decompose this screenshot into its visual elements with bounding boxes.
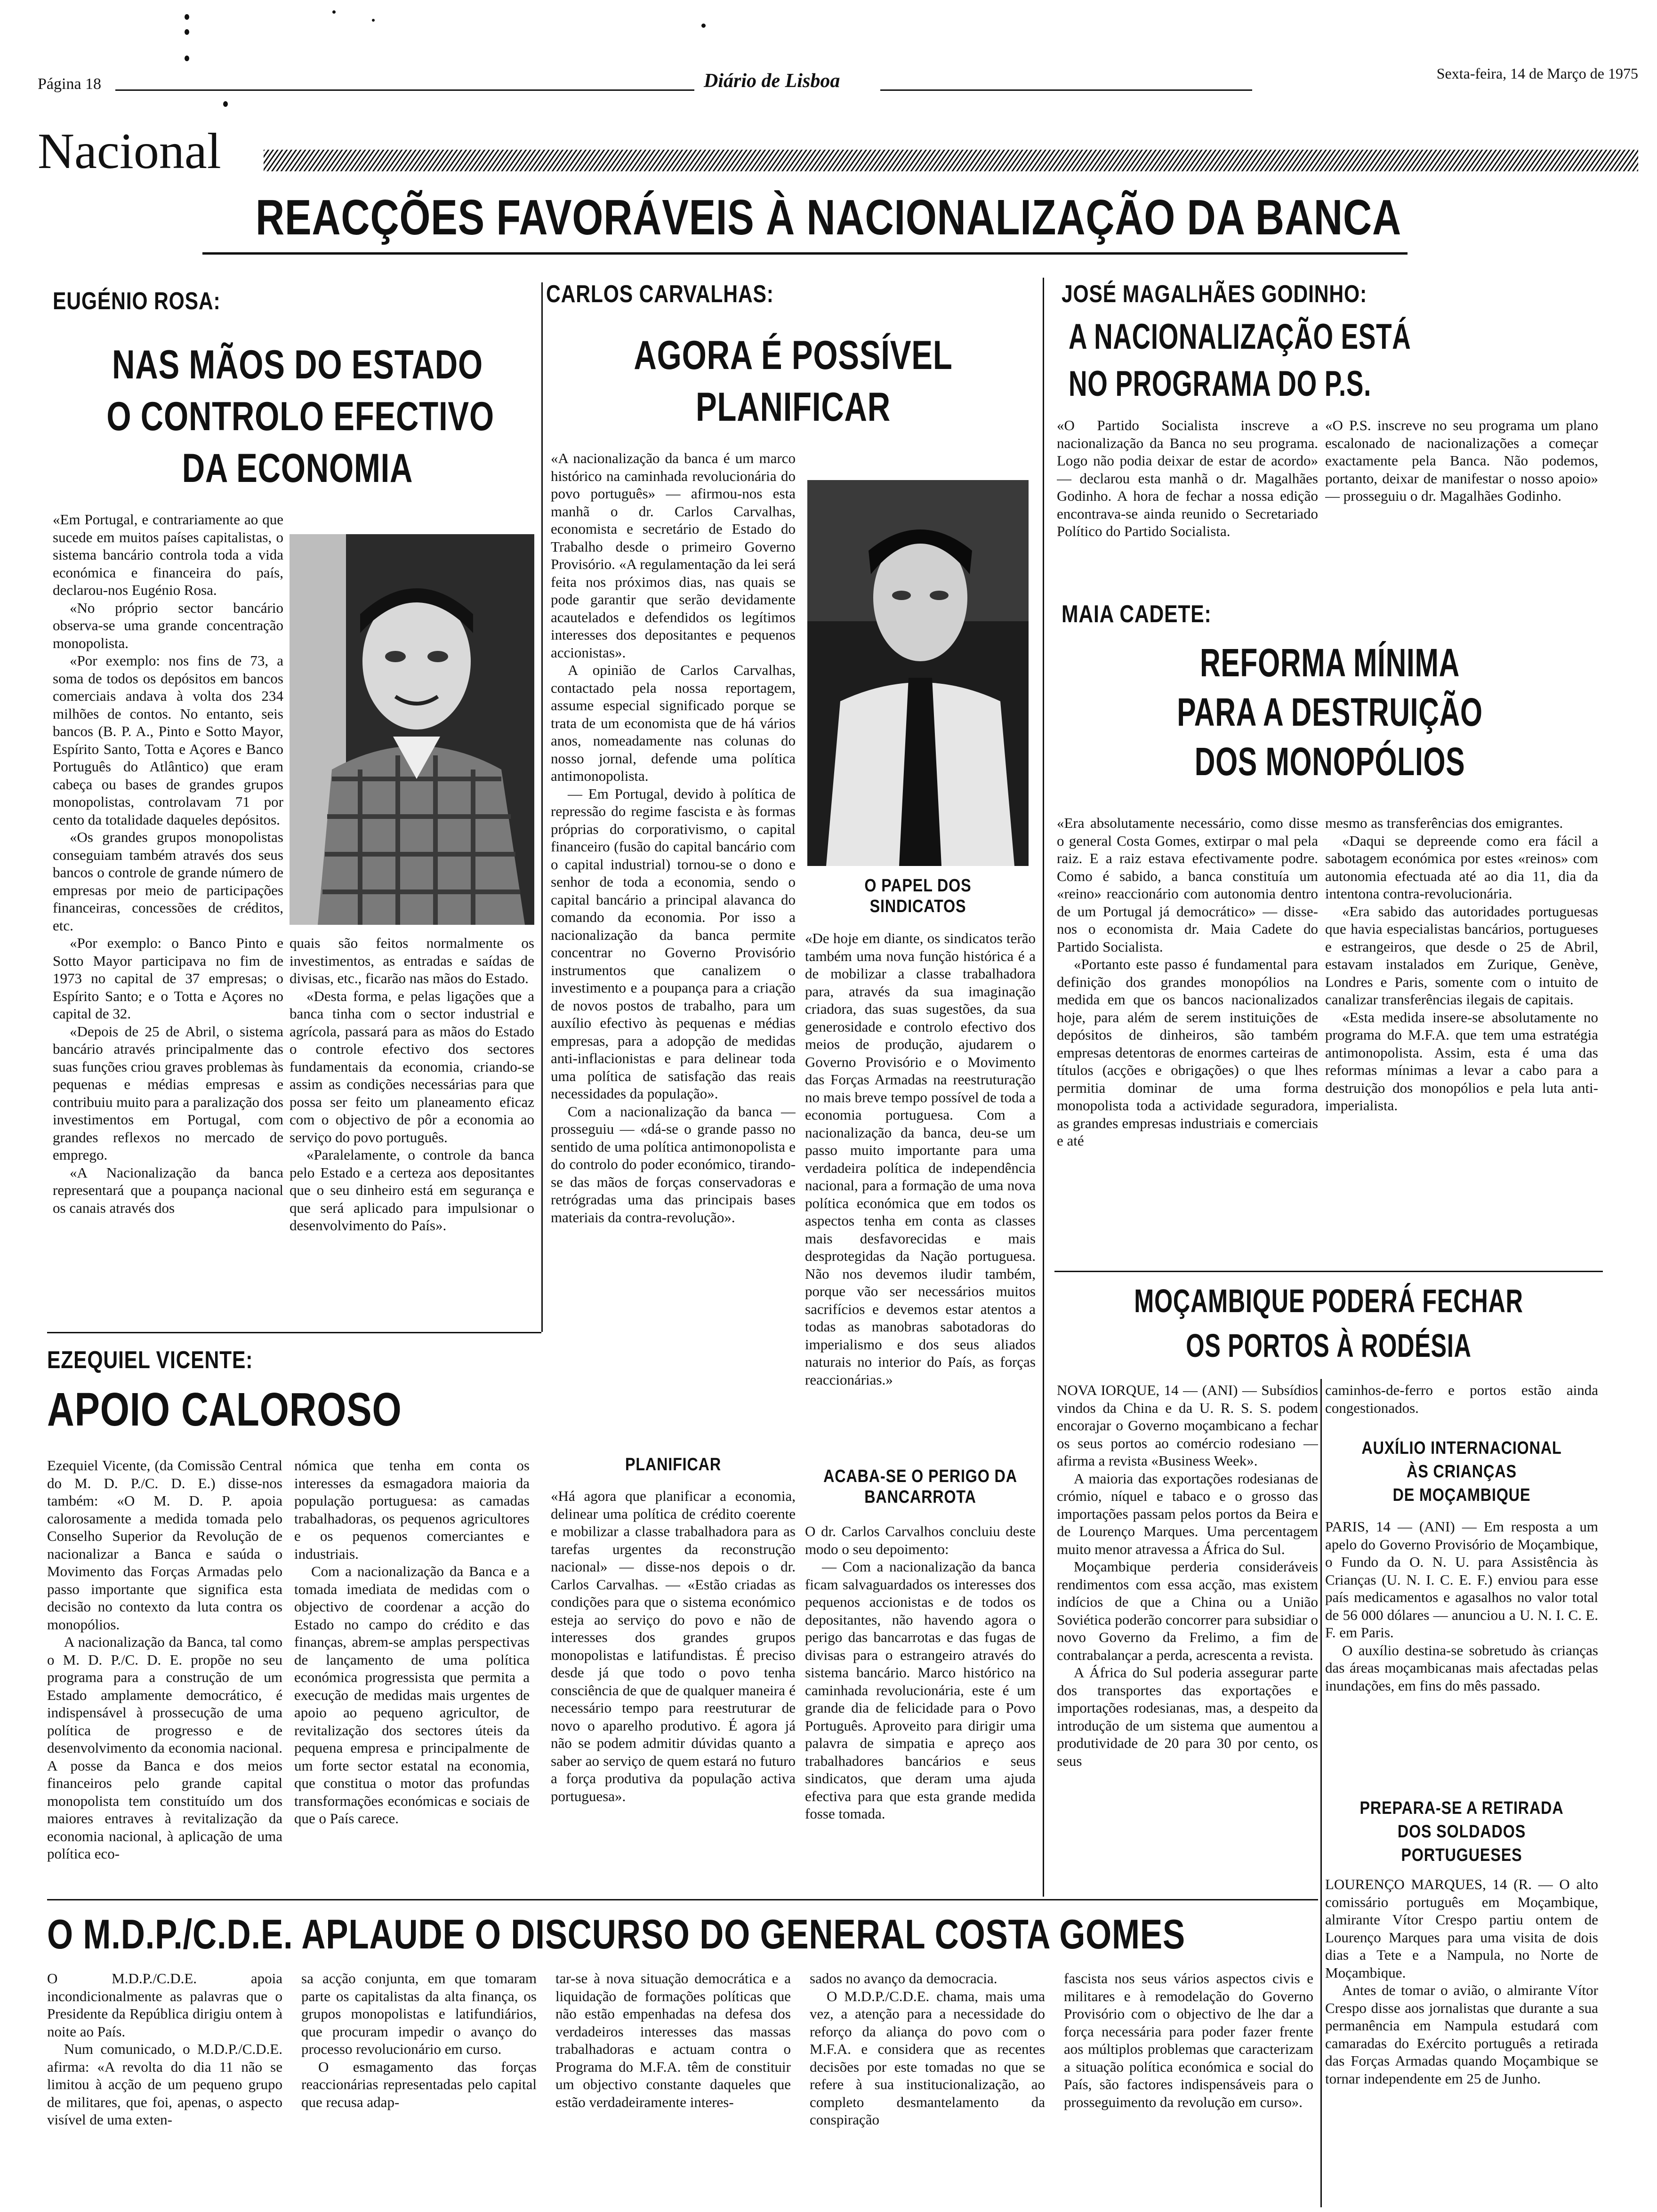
section-divider bbox=[1054, 1271, 1603, 1272]
print-speck bbox=[185, 56, 189, 61]
carvalhas-byline: CARLOS CARVALHAS: bbox=[546, 281, 774, 308]
paragraph: A África do Sul poderia assegurar parte dos transportes das exportações e importações rodesianas, mas, a despeito da introdução de um sistema que aumentou a produtividade de 20 para 30 por cento, os seus bbox=[1057, 1664, 1318, 1769]
mocambique-column-2 bbox=[1325, 1381, 1598, 1419]
godinho-column-1 bbox=[1057, 417, 1318, 614]
section-divider bbox=[47, 1899, 1318, 1900]
godinho-column-2 bbox=[1325, 417, 1598, 614]
godinho-byline: JOSÉ MAGALHÃES GODINHO: bbox=[1062, 281, 1367, 308]
masthead-rule-left bbox=[115, 89, 694, 91]
column-divider bbox=[1320, 1379, 1322, 2207]
rosa-title-line-2: O CONTROLO EFECTIVO bbox=[106, 394, 494, 439]
paragraph: «No próprio sector bancário observa-se uma grande concentração monopolista. bbox=[53, 599, 283, 651]
paragraph: tar-se à nova situação democrática e a liquidação de formações políticas que não estão empenhadas na defesa dos verdadeiros interesses das massas trabalhadoras e actuam contra o Programa do M.F.A. têm de constituir um objectivo constante daqueles que estão verdadeiramente interes- bbox=[555, 1970, 791, 2110]
carvalhas-portrait-photo bbox=[807, 480, 1029, 866]
main-headline-underline bbox=[202, 252, 1408, 255]
mdp-column-5 bbox=[1064, 1970, 1313, 2205]
paragraph: Com a nacionalização da Banca e a tomada imediata de medidas com o objectivo de coordenar a acção do Estado no campo do crédito e das finanças, abrem-se amplas perspectivas de lançamento de uma política económica progressista que permita a execução de medidas mais urgentes de apoio ao pequeno agricultor, de revitalização dos sectores úteis da pequena empresa e principalmente de um forte sector estatal na economia, que constitua o motor das profundas transformações económicas e sociais de que o País carece. bbox=[294, 1563, 530, 1827]
paragraph: A maioria das exportações rodesianas de crómio, níquel e tabaco e o grosso das importações passam pelos portos da Beira e de Lourenço Marques. Uma percentagem muito menor atravessa a África do Sul. bbox=[1057, 1470, 1318, 1557]
paragraph: Com a nacionalização da banca — prosseguiu — «dá-se o grande passo no sentido de uma política antimonopolista e do controlo do poder económico, tirando-se das mãos de forças conservadoras e retrógradas uma das principais bases materiais da contra-revolução». bbox=[551, 1103, 796, 1226]
rosa-title-line-1: NAS MÃOS DO ESTADO bbox=[112, 342, 483, 387]
vicente-column-2 bbox=[294, 1457, 530, 1880]
prepara-title-line-3: PORTUGUESES bbox=[1401, 1845, 1522, 1865]
paragraph: A opinião de Carlos Carvalhas, contactado pela nossa reportagem, assume especial significado porque se trata de um economista que de há vários anos, nomeadamente nas colunas do nosso jornal, defende uma política antimonopolista. bbox=[551, 662, 796, 784]
section-title: Nacional bbox=[38, 123, 221, 179]
godinho-title-line-1: A NACIONALIZAÇÃO ESTÁ bbox=[1069, 317, 1411, 357]
paragraph: «Desta forma, e pelas ligações que a banca tinha com o sector industrial e agrícola, passará para as mãos do Estado o controle efectivo dos sectores fundamentais da economia, criando-se assim as condições necessárias para que possa ser feito um planeamento eficaz com o objectivo de pôr a economia ao serviço do povo português. bbox=[290, 987, 534, 1146]
cadete-column-2 bbox=[1325, 814, 1598, 1261]
auxilio-body bbox=[1325, 1518, 1598, 1795]
paragraph: «O Partido Socialista inscreve a nacionalização da Banca no seu programa. Logo não podia deixar de estar de acordo» — declarou esta manhã o dr. Magalhães Godinho. A hora de fechar a nossa edição encontrava-se ainda reunido o Secretariado Político do Partido Socialista. bbox=[1057, 417, 1318, 539]
paragraph: «Era sabido das autoridades portuguesas que havia especialistas bancários, portugueses e estrangeiros, que desde o 25 de Abril, estavam instalados em Zurique, Genève, Londres e Paris, somente com o intuito de canalizar transferências ilegais de capitais. bbox=[1325, 903, 1598, 1008]
paragraph: Moçambique perderia consideráveis rendimentos com essa acção, mas existem indícios de que a China ou a União Soviética poderão concorrer para subsidiar o novo Governo da Frelimo, a fim de contrabalançar a perda, acrescenta a revista. bbox=[1057, 1558, 1318, 1663]
paragraph: «A nacionalização da banca é um marco histórico na caminhada revolucionária do povo português» — afirmou-nos esta manhã o dr. Carlos Carvalhas, economista e secretário de Estado do Trabalho desde o primeiro Governo Provisório. «A regulamentação da lei será feita nos próximos dias, nas quais se pode garantir que serão devidamente acautelados e defendidos os legítimos interesses dos depositantes e pequenos accionistas». bbox=[551, 450, 796, 661]
carvalhas-column-3 bbox=[551, 1487, 796, 1892]
paper-name: Diário de Lisboa bbox=[704, 70, 840, 92]
prepara-body bbox=[1325, 1875, 1598, 2205]
godinho-title-line-2: NO PROGRAMA DO P.S. bbox=[1069, 364, 1372, 404]
paragraph: Num comunicado, o M.D.P./C.D.E. afirma: «A revolta do dia 11 não se limitou à acção de um pequeno grupo de militares, que foi, apenas, o aspecto visível de uma exten- bbox=[47, 2041, 282, 2128]
rosa-title-line-3: DA ECONOMIA bbox=[182, 446, 413, 491]
mdp-column-3 bbox=[555, 1970, 791, 2205]
paragraph: «Os grandes grupos monopolistas conseguiam também através dos seus bancos o controle de grande número de empresas por meio de participações financeiras, concessões de créditos, etc. bbox=[53, 829, 283, 934]
paragraph: fascista nos seus vários aspectos civis e militares e à remodelação do Governo Provisório com o objectivo de lhe dar a força necessária para poder fazer frente aos múltiplos problemas que caracterizam a situação política económica e social do País, são factores indispensáveis para o prosseguimento da revolução em curso». bbox=[1064, 1970, 1313, 2110]
paragraph: A nacionalização da Banca, tal como o M. D. P./C. D. E. propõe no seu programa para a construção de um Estado amplamente democrático, é indispensável à prossecução de uma política de progresso e de desenvolvimento da economia nacional. A posse da Banca e dos meios financeiros pelo grande capital monopolista tem constituído um dos maiores entraves à revitalização da economia nacional, à aplicação de uma política eco- bbox=[47, 1634, 282, 1862]
paragraph: «Paralelamente, o controle da banca pelo Estado e a certeza aos depositantes que o seu dinheiro está em segurança e que será aplicado para impulsionar o desenvolvimento do País». bbox=[290, 1146, 534, 1234]
carvalhas-column-1 bbox=[551, 449, 796, 1428]
paragraph: sa acção conjunta, em que tomaram parte os capitalistas da alta finança, os grupos monopolistas e latifundiários, que procuram impedir o avanço do processo revolucionário em curso. bbox=[301, 1970, 537, 2057]
paragraph: quais são feitos normalmente os investimentos, as entradas e saídas de divisas, etc., ficarão nas mãos do Estado. bbox=[290, 935, 534, 986]
auxilio-title-line-1: AUXÍLIO INTERNACIONAL bbox=[1361, 1438, 1562, 1458]
mdp-column-1 bbox=[47, 1970, 282, 2205]
main-headline: REACÇÕES FAVORÁVEIS À NACIONALIZAÇÃO DA BANCA bbox=[255, 190, 1402, 245]
carvalhas-subheading-sindicatos: O PAPEL DOS SINDICATOS bbox=[864, 876, 972, 916]
paragraph: LOURENÇO MARQUES, 14 (R. — O alto comissário português em Moçambique, almirante Vítor Crespo partiu ontem de Lourenço Marques para uma visita de dois dias a Tete e a Nampula, no Norte de Moçambique. bbox=[1325, 1876, 1598, 1981]
prepara-title-line-1: PREPARA-SE A RETIRADA bbox=[1359, 1798, 1564, 1818]
auxilio-title-line-2: ÀS CRIANÇAS bbox=[1407, 1462, 1517, 1482]
paragraph: «Há agora que planificar a economia, delinear uma política de crédito coerente e mobilizar a classe trabalhadora para as tarefas urgentes da reconstrução nacional» — disse-nos depois o dr. Carlos Carvalhas. — «Estão criadas as condições para que o sistema económico esteja ao serviço do povo e não de interesses dos grandes grupos monopolistas e latifundistas. É preciso desde já que todo o povo tenha consciência de que de qualquer maneira é necessário tempo para reestruturar de novo o aparelho produtivo. É agora já não se podem admitir dúvidas quanto a saber ao serviço de quem estará no futuro a força produtiva da população activa portuguesa». bbox=[551, 1488, 796, 1804]
paragraph: O M.D.P./C.D.E. chama, mais uma vez, a atenção para a necessidade do reforço da aliança do povo com o M.F.A. e considera que as recentes decisões por este tomadas no que se refere à sua institucionalização, ao completo desmantelamento da conspiração bbox=[810, 1988, 1045, 2128]
carvalhas-subheading-planificar: PLANIFICAR bbox=[625, 1455, 722, 1475]
paragraph: «Portanto este passo é fundamental para definição dos grandes monopólios na medida em que os bancos nacionalizados hoje, para além de serem instituições de depósitos de dinheiros, são também empresas detentoras de enormes carteiras de títulos (acções e obrigações) o que lhes permitia dominar de uma forma monopolista toda a actividade seguradora, as grandes empresas industriais e comerciais e até bbox=[1057, 956, 1318, 1149]
mocambique-column-1 bbox=[1057, 1381, 1318, 1894]
rosa-portrait-photo bbox=[290, 534, 534, 925]
section-hatch-rule bbox=[264, 150, 1638, 171]
paragraph: mesmo as transferências dos emigrantes. bbox=[1325, 815, 1563, 831]
paragraph: Ezequiel Vicente, (da Comissão Central do M. D. P./C. D. E.) disse-nos também: «O M. D. P. apoia calorosamente a medida tomada pelo Conselho Superior da Revolução de nacionalizar a Banca e saúda o Movimento das Forças Armadas pelo passo importante que significa esta decisão no contexto da luta contra os monopólios. bbox=[47, 1457, 282, 1633]
cadete-title-line-1: REFORMA MÍNIMA bbox=[1199, 641, 1460, 685]
print-speck bbox=[701, 24, 706, 28]
paragraph: O dr. Carlos Carvalhos concluiu deste modo o seu depoimento: bbox=[805, 1523, 1036, 1557]
mocambique-title-line-1: MOÇAMBIQUE PODERÁ FECHAR bbox=[1134, 1282, 1523, 1319]
cadete-column-1 bbox=[1057, 814, 1318, 1261]
issue-date: Sexta-feira, 14 de Março de 1975 bbox=[1436, 65, 1638, 82]
paragraph: «O P.S. inscreve no seu programa um plano escalonado de nacionalizações a começar exactamente pela Banca. Não podemos, portanto, deixar de manifestar o nosso apoio» — prosseguiu o dr. Magalhães Godinho. bbox=[1325, 417, 1598, 504]
paragraph: — Em Portugal, devido à política de repressão do regime fascista e às formas próprias do corporativismo, o capital financeiro (fusão do capital bancário com o capital industrial) tornou-se o dono e senhor de toda a economia, sendo o capital bancário a principal alavanca do comando da economia. Por isso a nacionalização da banca permite concentrar no Governo Provisório instrumentos que canalizem o investimento e a poupança para a criação de novos postos de trabalho, para um auxílio efectivo às pequenas e médias empresas, para a adopção de medidas anti-inflacionistas e para delinear toda uma política de satisfação das reais necessidades da população». bbox=[551, 785, 796, 1102]
carvalhas-portrait-icon bbox=[807, 480, 1029, 866]
rosa-column-2 bbox=[290, 934, 534, 1325]
paragraph: «Por exemplo: o Banco Pinto e Sotto Mayor participava no fim de 1973 no capital de 37 empresas; o Espírito Santo; e o Totta e Açores no capital de 32. bbox=[53, 935, 283, 1022]
paragraph: sados no avanço da democracia. bbox=[810, 1970, 997, 1987]
column-divider bbox=[1043, 278, 1044, 1897]
print-speck bbox=[223, 101, 228, 107]
paragraph: PARIS, 14 — (ANI) — Em resposta a um apelo do Governo Provisório de Moçambique, o Fundo da O. N. U. para Assistência às Crianças (U. N. I. C. E. F.) enviou para esse país medicamentos e agasalhos no valor total de 56 000 dólares — anunciou a U. N. I. C. E. F. em Paris. bbox=[1325, 1518, 1598, 1641]
mdp-column-4 bbox=[810, 1970, 1045, 2205]
paragraph: Antes de tomar o avião, o almirante Vítor Crespo disse aos jornalistas que durante a sua permanência em Nampula estudará com camaradas do Exército português a retirada das Forças Armadas quando Moçambique se tornar independente em 25 de Junho. bbox=[1325, 1982, 1598, 2087]
vicente-title: APOIO CALOROSO bbox=[47, 1383, 402, 1436]
paragraph: «Depois de 25 de Abril, o sistema bancário através principalmente das suas funções criou graves problemas às pequenas e médias empresas e contribuiu muito para a paralização dos investimentos em Portugal, com grandes reflexos no mercado de emprego. bbox=[53, 1023, 283, 1163]
rosa-column-1 bbox=[53, 511, 283, 1311]
print-speck bbox=[185, 14, 189, 20]
print-speck bbox=[372, 19, 375, 22]
prepara-title-line-2: DOS SOLDADOS bbox=[1397, 1822, 1526, 1842]
paragraph: NOVA IORQUE, 14 — (ANI) — Subsídios vindos da China e da U. R. S. S. podem encorajar o Governo moçambicano a fechar os seus portos ao comércio rodesiano — afirma a revista «Business Week». bbox=[1057, 1382, 1318, 1469]
paragraph: «Esta medida insere-se absolutamente no programa do M.F.A. que tem uma estratégia antimonopolista. Assim, esta é uma das reformas mínimas a levar a cabo para a destruição dos monopólios e pela luta anti-imperialista. bbox=[1325, 1009, 1598, 1114]
carvalhas-column-2 bbox=[805, 930, 1036, 1447]
vicente-byline: EZEQUIEL VICENTE: bbox=[47, 1346, 253, 1374]
paragraph: O esmagamento das forças reaccionárias representadas pelo capital que recusa adap- bbox=[301, 2058, 537, 2110]
mdp-title: O M.D.P./C.D.E. APLAUDE O DISCURSO DO GENERAL COSTA GOMES bbox=[47, 1911, 1185, 1957]
print-speck bbox=[185, 29, 189, 35]
print-speck bbox=[332, 10, 336, 14]
paragraph: nómica que tenha em conta os interesses da esmagadora maioria da população portuguesa: as camadas trabalhadoras, os pequenos agricultores e os pequenos comerciantes e industriais. bbox=[294, 1457, 530, 1562]
rosa-byline: EUGÉNIO ROSA: bbox=[53, 288, 221, 315]
paragraph: — Com a nacionalização da banca ficam salvaguardados os interesses dos pequenos accionistas e de todos os depositantes, não havendo agora o perigo das bancarrotas e das fugas de divisas para o estrangeiro através do sistema bancário. Marco histórico na caminhada revolucionária, este é um grande dia de felicidade para o Povo Português. Aproveito para dirigir uma palavra de simpatia e apreço aos trabalhadores bancários e seus sindicatos, que deram uma ajuda efectiva para que esta grande medida fosse tomada. bbox=[805, 1558, 1036, 1822]
paragraph: «De hoje em diante, os sindicatos terão também uma nova função histórica é a de mobilizar a classe trabalhadora para, através da sua imaginação criadora, das suas sugestões, da sua generosidade e controlo efectivo dos meios de produção, ajudarem o Governo Provisório e o Movimento das Forças Armadas na reestruturação no mais breve tempo possível de toda a economia portuguesa. Com a nacionalização da banca, deu-se um passo muito importante para uma verdadeira política de independência nacional, para a formação de uma nova política económica que em todos os aspectos tenha em conta as classes mais desfavorecidas e mais desprotegidas da Nação portuguesa. Não nos devemos iludir também, porque vão ser necessários muitos sacrifícios e devemos estar atentos a todas as manobras sabotadoras do imperialismo e dos seus aliados naturais no interior do País, as forças reaccionárias.» bbox=[805, 930, 1036, 1388]
carvalhas-column-4 bbox=[805, 1523, 1036, 1890]
carvalhas-title-line-2: PLANIFICAR bbox=[696, 385, 891, 430]
mdp-column-2 bbox=[301, 1970, 537, 2205]
mocambique-title-line-2: OS PORTOS À RODÉSIA bbox=[1186, 1327, 1472, 1364]
section-divider bbox=[47, 1332, 541, 1333]
auxilio-title-line-3: DE MOÇAMBIQUE bbox=[1392, 1485, 1531, 1505]
rosa-portrait-icon bbox=[290, 534, 534, 925]
cadete-title-line-2: PARA A DESTRUIÇÃO bbox=[1177, 690, 1483, 734]
paragraph: «A Nacionalização da banca representará que a poupança nacional os canais através dos bbox=[53, 1164, 283, 1216]
carvalhas-subheading-bancarrota: ACABA-SE O PERIGO DA BANCARROTA bbox=[823, 1467, 1017, 1507]
paragraph: «Por exemplo: nos fins de 73, a soma de todos os depósitos em bancos comerciais andava à volta dos 234 milhões de contos. No entanto, seis bancos (B. P. A., Pinto e Sotto Mayor, Espírito Santo, Totta e Açores e Banco Português do Atlântico) que eram cabeça ou bases de grandes grupos monopolistas, controlavam 71 por cento da totalidade daqueles depósitos. bbox=[53, 652, 283, 828]
paragraph: «Em Portugal, e contrariamente ao que sucede em muitos países capitalistas, o sistema bancário controla toda a vida económica e financeira do país, declarou-nos Eugénio Rosa. bbox=[53, 511, 283, 598]
page-number: Página 18 bbox=[38, 75, 102, 93]
column-divider bbox=[541, 282, 543, 1332]
cadete-byline: MAIA CADETE: bbox=[1062, 601, 1212, 628]
paragraph: «Daqui se depreende como era fácil a sabotagem económica por estes «reinos» com autonomia efectuada até ao dia 11, dia da intentona contra-revolucionária. bbox=[1325, 832, 1598, 902]
paragraph: O auxílio destina-se sobretudo às crianças das áreas moçambicanas mais afectadas pelas inundações, em fins do mês passado. bbox=[1325, 1642, 1598, 1694]
paragraph: «Era absolutamente necessário, como disse o general Costa Gomes, extirpar o mal pela raiz. E a raiz estava efectivamente podre. Como é sabido, a banca constituía um «reino» reaccionário com autonomia dentro de um Portugal já democrático» — disse-nos o economista dr. Maia Cadete do Partido Socialista. bbox=[1057, 815, 1318, 955]
paragraph: O M.D.P./C.D.E. apoia incondicionalmente as palavras que o Presidente da República dirigiu ontem à noite ao País. bbox=[47, 1970, 282, 2040]
masthead-rule-right bbox=[880, 89, 1252, 91]
paragraph: caminhos-de-ferro e portos estão ainda congestionados. bbox=[1325, 1382, 1598, 1416]
carvalhas-title-line-1: AGORA É POSSÍVEL bbox=[634, 333, 953, 378]
cadete-title-line-3: DOS MONOPÓLIOS bbox=[1194, 739, 1465, 784]
